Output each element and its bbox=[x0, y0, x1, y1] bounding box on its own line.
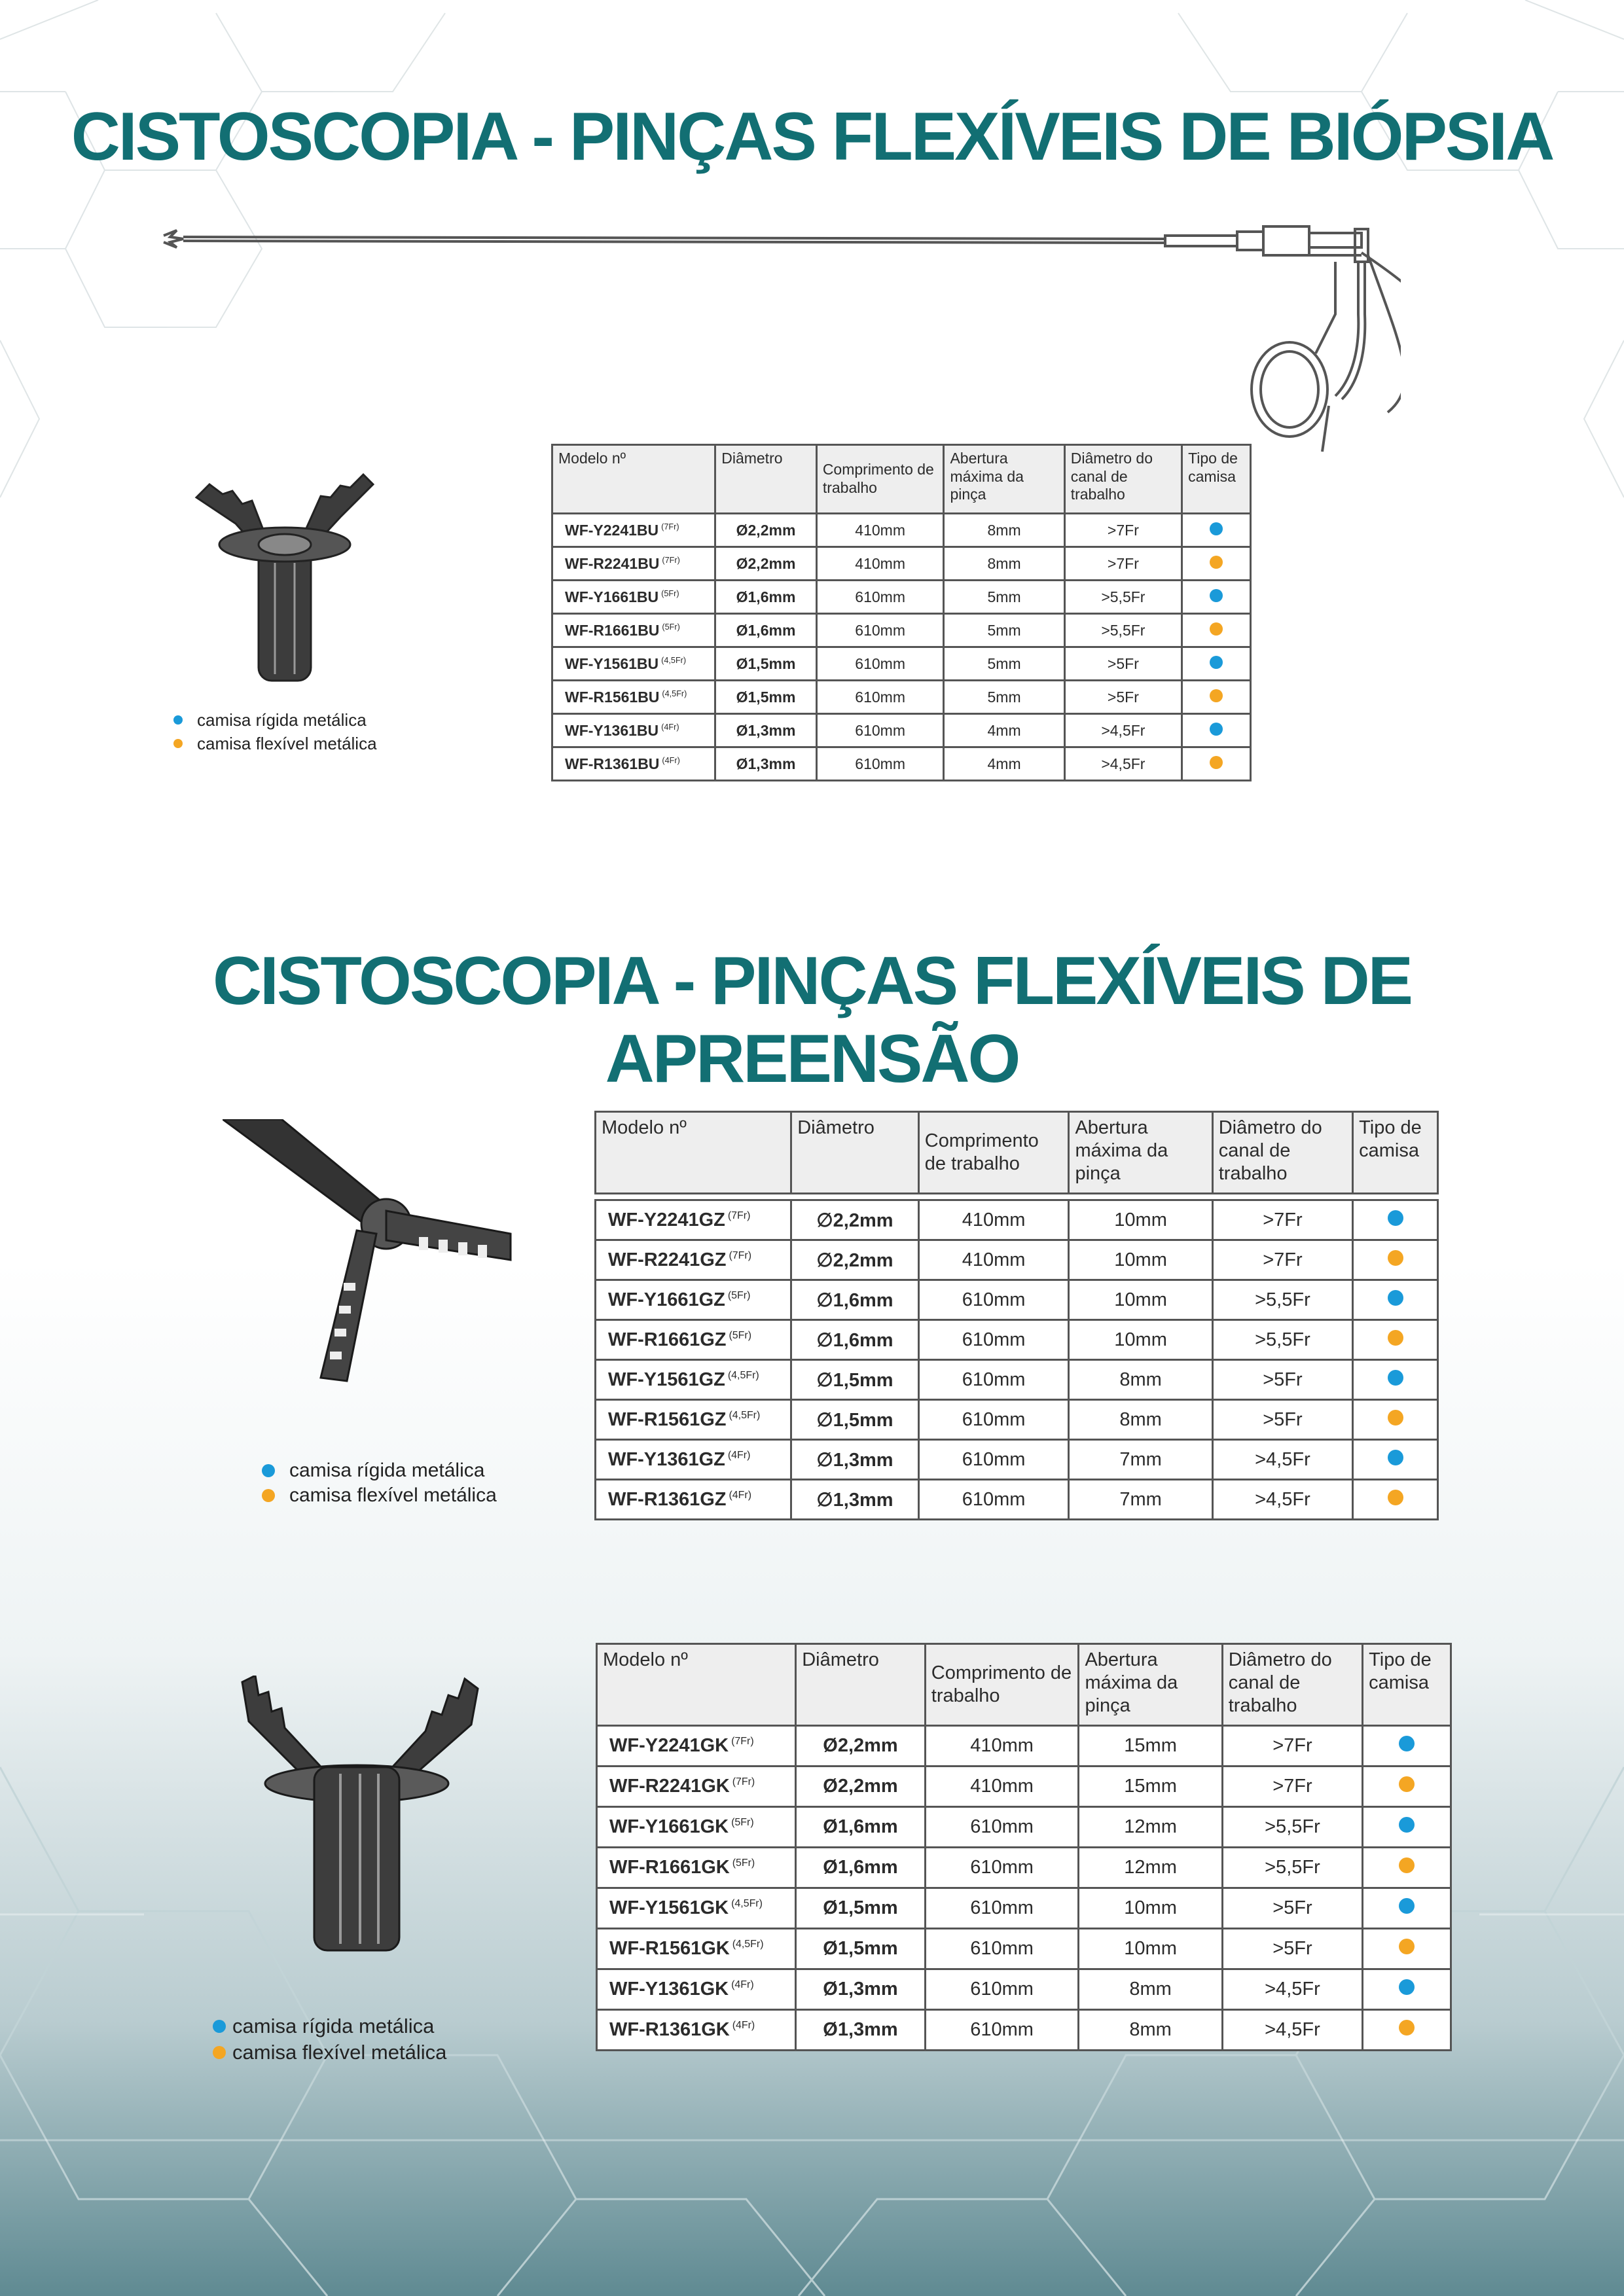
table-row bbox=[597, 1726, 1451, 1767]
diameter-cell: Ø1,3mm bbox=[715, 747, 817, 781]
legend-item-rigid bbox=[262, 1458, 497, 1483]
table-row bbox=[552, 547, 1251, 581]
model-cell bbox=[597, 2010, 796, 2051]
opening-cell: 10mm bbox=[1079, 1929, 1222, 1969]
model-cell bbox=[552, 581, 715, 614]
header-channel: Diâmetro do canal de trabalho bbox=[1222, 1644, 1362, 1726]
rigid-sheath-dot-icon bbox=[1399, 1817, 1415, 1833]
model-cell bbox=[596, 1360, 791, 1400]
flexible-dot-icon bbox=[173, 739, 183, 748]
table-row bbox=[596, 1240, 1438, 1280]
model-number: WF-Y1361GZ bbox=[608, 1448, 725, 1470]
model-cell bbox=[597, 1767, 796, 1807]
header-channel: Diâmetro do canal de trabalho bbox=[1064, 445, 1182, 514]
french-size: (4Fr) bbox=[729, 1489, 752, 1501]
diameter-cell: Ø1,5mm bbox=[715, 681, 817, 714]
sheath-cell bbox=[1353, 1480, 1438, 1520]
french-size: (4Fr) bbox=[661, 722, 679, 732]
opening-cell: 10mm bbox=[1079, 1888, 1222, 1929]
table-row bbox=[597, 2010, 1451, 2051]
length-cell: 610mm bbox=[925, 1969, 1079, 2010]
header-diameter: Diâmetro bbox=[796, 1644, 926, 1726]
channel-cell: >4,5Fr bbox=[1222, 1969, 1362, 2010]
header-opening: Abertura máxima da pinça bbox=[1079, 1644, 1222, 1726]
diameter-cell: ∅1,5mm bbox=[791, 1360, 919, 1400]
length-cell: 610mm bbox=[816, 714, 944, 747]
diameter-cell: Ø1,5mm bbox=[796, 1929, 926, 1969]
french-size: (5Fr) bbox=[661, 588, 679, 598]
table-row bbox=[596, 1280, 1438, 1320]
legend-item-flexible bbox=[213, 2039, 446, 2066]
french-size: (4,5Fr) bbox=[731, 1898, 763, 1910]
diameter-cell: Ø1,6mm bbox=[715, 581, 817, 614]
length-cell: 410mm bbox=[918, 1200, 1069, 1240]
length-cell: 410mm bbox=[816, 514, 944, 547]
header-sheath: Tipo de camisa bbox=[1363, 1644, 1451, 1726]
model-cell bbox=[552, 614, 715, 647]
opening-cell: 15mm bbox=[1079, 1726, 1222, 1767]
sheath-cell bbox=[1353, 1320, 1438, 1360]
diameter-cell: Ø1,5mm bbox=[715, 647, 817, 681]
diameter-cell: Ø1,3mm bbox=[796, 1969, 926, 2010]
table-row bbox=[597, 1848, 1451, 1888]
header-opening: Abertura máxima da pinça bbox=[1069, 1112, 1212, 1194]
length-cell: 410mm bbox=[925, 1726, 1079, 1767]
diameter-cell: Ø2,2mm bbox=[715, 514, 817, 547]
sheath-cell bbox=[1363, 1969, 1451, 2010]
diameter-cell: Ø1,5mm bbox=[796, 1888, 926, 1929]
channel-cell: >7Fr bbox=[1212, 1240, 1352, 1280]
flexible-sheath-dot-icon bbox=[1399, 1939, 1415, 1954]
length-cell: 610mm bbox=[925, 1888, 1079, 1929]
model-number: WF-R2241BU bbox=[565, 554, 660, 572]
table-row bbox=[597, 1929, 1451, 1969]
channel-cell: >5,5Fr bbox=[1222, 1807, 1362, 1848]
opening-cell: 5mm bbox=[944, 647, 1064, 681]
flexible-sheath-dot-icon bbox=[1399, 2020, 1415, 2036]
grasping-three-prong-illustration bbox=[223, 1119, 524, 1401]
french-size: (7Fr) bbox=[661, 522, 679, 531]
opening-cell: 5mm bbox=[944, 614, 1064, 647]
header-channel: Diâmetro do canal de trabalho bbox=[1212, 1112, 1352, 1194]
opening-cell: 10mm bbox=[1069, 1240, 1212, 1280]
model-cell bbox=[552, 681, 715, 714]
rigid-sheath-dot-icon bbox=[1210, 656, 1223, 669]
french-size: (7Fr) bbox=[662, 555, 680, 565]
french-size: (4,5Fr) bbox=[662, 689, 687, 698]
sheath-cell bbox=[1182, 714, 1251, 747]
diameter-cell: Ø1,6mm bbox=[715, 614, 817, 647]
diameter-cell: Ø1,3mm bbox=[715, 714, 817, 747]
model-number: WF-Y1561GK bbox=[609, 1897, 729, 1918]
channel-cell: >5,5Fr bbox=[1222, 1848, 1362, 1888]
channel-cell: >5Fr bbox=[1064, 681, 1182, 714]
sheath-cell bbox=[1363, 1726, 1451, 1767]
sheath-cell bbox=[1182, 547, 1251, 581]
opening-cell: 8mm bbox=[1069, 1360, 1212, 1400]
table-row bbox=[596, 1200, 1438, 1240]
model-number: WF-Y2241GK bbox=[609, 1735, 729, 1756]
sheath-cell bbox=[1353, 1200, 1438, 1240]
opening-cell: 7mm bbox=[1069, 1480, 1212, 1520]
header-model: Modelo nº bbox=[596, 1112, 791, 1194]
opening-cell: 4mm bbox=[944, 747, 1064, 781]
rigid-sheath-dot-icon bbox=[1399, 1736, 1415, 1751]
model-cell bbox=[596, 1240, 791, 1280]
model-cell bbox=[597, 1848, 796, 1888]
flexible-dot-icon bbox=[213, 2046, 226, 2059]
legend-section-2 bbox=[262, 1458, 497, 1508]
legend-item-rigid bbox=[173, 708, 377, 732]
flexible-sheath-dot-icon bbox=[1210, 622, 1223, 636]
model-cell bbox=[552, 514, 715, 547]
table-header-row bbox=[597, 1644, 1451, 1726]
header-sheath: Tipo de camisa bbox=[1353, 1112, 1438, 1194]
diameter-cell: ∅1,6mm bbox=[791, 1280, 919, 1320]
table-row bbox=[552, 614, 1251, 647]
flexible-sheath-dot-icon bbox=[1388, 1490, 1403, 1505]
spec-table-apreensao-gz bbox=[594, 1111, 1439, 1520]
diameter-cell: ∅1,3mm bbox=[791, 1480, 919, 1520]
french-size: (4Fr) bbox=[662, 755, 680, 765]
sheath-cell bbox=[1353, 1240, 1438, 1280]
model-number: WF-Y2241GZ bbox=[608, 1209, 725, 1230]
rigid-sheath-dot-icon bbox=[1399, 1898, 1415, 1914]
flexible-sheath-dot-icon bbox=[1210, 756, 1223, 769]
model-number: WF-Y1661GK bbox=[609, 1816, 729, 1837]
french-size: (4,5Fr) bbox=[732, 1939, 764, 1950]
legend-section-3 bbox=[213, 2013, 446, 2066]
diameter-cell: ∅2,2mm bbox=[791, 1200, 919, 1240]
header-length: Comprimento de trabalho bbox=[918, 1112, 1069, 1194]
model-number: WF-R1661GK bbox=[609, 1857, 730, 1878]
flexible-sheath-dot-icon bbox=[1399, 1776, 1415, 1792]
legend-label-rigid: camisa rígida metálica bbox=[289, 1460, 485, 1481]
legend-item-flexible bbox=[262, 1483, 497, 1508]
french-size: (4Fr) bbox=[727, 1449, 751, 1461]
sheath-cell bbox=[1182, 681, 1251, 714]
table-header-row bbox=[596, 1112, 1438, 1194]
channel-cell: >4,5Fr bbox=[1212, 1480, 1352, 1520]
table-row bbox=[552, 681, 1251, 714]
opening-cell: 4mm bbox=[944, 714, 1064, 747]
header-sheath: Tipo de camisa bbox=[1182, 445, 1251, 514]
length-cell: 610mm bbox=[816, 681, 944, 714]
legend-label-flexible: camisa flexível metálica bbox=[289, 1484, 497, 1506]
model-cell bbox=[597, 1807, 796, 1848]
table-row bbox=[596, 1360, 1438, 1400]
channel-cell: >7Fr bbox=[1222, 1767, 1362, 1807]
legend-item-flexible bbox=[173, 732, 377, 755]
model-number: WF-Y1661BU bbox=[565, 588, 659, 605]
section-title-apreensao: CISTOSCOPIA - PINÇAS FLEXÍVEIS DE APREENSÃO bbox=[212, 943, 1412, 1097]
rigid-dot-icon bbox=[262, 1464, 275, 1477]
channel-cell: >7Fr bbox=[1212, 1200, 1352, 1240]
flexible-sheath-dot-icon bbox=[1388, 1410, 1403, 1426]
opening-cell: 5mm bbox=[944, 681, 1064, 714]
sheath-cell bbox=[1363, 1767, 1451, 1807]
french-size: (4,5Fr) bbox=[661, 655, 687, 665]
opening-cell: 10mm bbox=[1069, 1200, 1212, 1240]
model-cell bbox=[597, 1929, 796, 1969]
model-cell bbox=[596, 1320, 791, 1360]
sheath-cell bbox=[1353, 1360, 1438, 1400]
diameter-cell: Ø1,3mm bbox=[796, 2010, 926, 2051]
french-size: (7Fr) bbox=[731, 1736, 754, 1748]
sheath-cell bbox=[1363, 1929, 1451, 1969]
length-cell: 610mm bbox=[816, 747, 944, 781]
diameter-cell: ∅1,6mm bbox=[791, 1320, 919, 1360]
opening-cell: 7mm bbox=[1069, 1440, 1212, 1480]
table-row bbox=[597, 1767, 1451, 1807]
length-cell: 610mm bbox=[918, 1320, 1069, 1360]
sheath-cell bbox=[1182, 514, 1251, 547]
channel-cell: >4,5Fr bbox=[1064, 747, 1182, 781]
french-size: (4Fr) bbox=[732, 2020, 755, 2032]
header-model: Modelo nº bbox=[552, 445, 715, 514]
table-row bbox=[552, 714, 1251, 747]
table-row bbox=[596, 1320, 1438, 1360]
diameter-cell: Ø1,6mm bbox=[796, 1848, 926, 1888]
diameter-cell: ∅2,2mm bbox=[791, 1240, 919, 1280]
model-cell bbox=[552, 547, 715, 581]
biopsy-forceps-instrument-illustration bbox=[157, 216, 1401, 478]
table-row bbox=[596, 1400, 1438, 1440]
opening-cell: 15mm bbox=[1079, 1767, 1222, 1807]
model-number: WF-R1361GZ bbox=[608, 1488, 727, 1510]
table-row bbox=[597, 1888, 1451, 1929]
channel-cell: >4,5Fr bbox=[1222, 2010, 1362, 2051]
sheath-cell bbox=[1182, 747, 1251, 781]
opening-cell: 8mm bbox=[1079, 2010, 1222, 2051]
model-number: WF-Y1361GK bbox=[609, 1979, 729, 2000]
legend-section-1 bbox=[173, 708, 377, 755]
french-size: (4,5Fr) bbox=[729, 1409, 761, 1421]
sheath-cell bbox=[1363, 1807, 1451, 1848]
header-model: Modelo nº bbox=[597, 1644, 796, 1726]
rigid-sheath-dot-icon bbox=[1210, 589, 1223, 602]
model-number: WF-Y1561BU bbox=[565, 655, 659, 672]
diameter-cell: Ø2,2mm bbox=[715, 547, 817, 581]
french-size: (4,5Fr) bbox=[727, 1369, 759, 1381]
sheath-cell bbox=[1363, 1848, 1451, 1888]
rigid-dot-icon bbox=[213, 2020, 226, 2033]
channel-cell: >5Fr bbox=[1064, 647, 1182, 681]
flexible-sheath-dot-icon bbox=[1399, 1857, 1415, 1873]
model-cell bbox=[597, 1969, 796, 2010]
model-number: WF-Y1361BU bbox=[565, 721, 659, 739]
french-size: (7Fr) bbox=[732, 1776, 755, 1788]
opening-cell: 5mm bbox=[944, 581, 1064, 614]
model-cell bbox=[552, 747, 715, 781]
sheath-cell bbox=[1182, 647, 1251, 681]
length-cell: 610mm bbox=[918, 1280, 1069, 1320]
model-cell bbox=[596, 1280, 791, 1320]
length-cell: 610mm bbox=[925, 2010, 1079, 2051]
rigid-sheath-dot-icon bbox=[1388, 1370, 1403, 1386]
flexible-dot-icon bbox=[262, 1489, 275, 1502]
model-number: WF-R1661BU bbox=[565, 621, 660, 639]
model-cell bbox=[597, 1726, 796, 1767]
channel-cell: >7Fr bbox=[1222, 1726, 1362, 1767]
channel-cell: >5,5Fr bbox=[1212, 1280, 1352, 1320]
french-size: (5Fr) bbox=[729, 1329, 752, 1341]
rigid-sheath-dot-icon bbox=[1388, 1290, 1403, 1306]
channel-cell: >5Fr bbox=[1212, 1400, 1352, 1440]
french-size: (5Fr) bbox=[727, 1289, 751, 1301]
length-cell: 610mm bbox=[925, 1848, 1079, 1888]
header-opening: Abertura máxima da pinça bbox=[944, 445, 1064, 514]
opening-cell: 10mm bbox=[1069, 1280, 1212, 1320]
biopsy-jaw-illustration bbox=[190, 471, 386, 687]
sheath-cell bbox=[1353, 1440, 1438, 1480]
model-cell bbox=[596, 1440, 791, 1480]
channel-cell: >7Fr bbox=[1064, 514, 1182, 547]
opening-cell: 8mm bbox=[1079, 1969, 1222, 2010]
sheath-cell bbox=[1353, 1280, 1438, 1320]
model-cell bbox=[597, 1888, 796, 1929]
length-cell: 610mm bbox=[925, 1929, 1079, 1969]
opening-cell: 8mm bbox=[1069, 1400, 1212, 1440]
model-number: WF-R2241GK bbox=[609, 1776, 730, 1797]
table-row bbox=[552, 581, 1251, 614]
sheath-cell bbox=[1182, 614, 1251, 647]
model-number: WF-R1561BU bbox=[565, 688, 660, 706]
model-cell bbox=[552, 714, 715, 747]
flexible-sheath-dot-icon bbox=[1388, 1250, 1403, 1266]
legend-label-rigid: camisa rígida metálica bbox=[197, 710, 367, 730]
length-cell: 610mm bbox=[925, 1807, 1079, 1848]
french-size: (7Fr) bbox=[729, 1249, 752, 1261]
legend-item-rigid bbox=[213, 2013, 446, 2039]
length-cell: 410mm bbox=[816, 547, 944, 581]
diameter-cell: ∅1,5mm bbox=[791, 1400, 919, 1440]
model-number: WF-R1561GK bbox=[609, 1938, 730, 1959]
length-cell: 610mm bbox=[816, 614, 944, 647]
diameter-cell: ∅1,3mm bbox=[791, 1440, 919, 1480]
opening-cell: 10mm bbox=[1069, 1320, 1212, 1360]
channel-cell: >4,5Fr bbox=[1064, 714, 1182, 747]
sheath-cell bbox=[1182, 581, 1251, 614]
model-number: WF-Y1561GZ bbox=[608, 1369, 725, 1390]
model-number: WF-R1661GZ bbox=[608, 1329, 727, 1350]
model-cell bbox=[552, 647, 715, 681]
channel-cell: >5,5Fr bbox=[1064, 581, 1182, 614]
rigid-sheath-dot-icon bbox=[1210, 723, 1223, 736]
table-row bbox=[596, 1480, 1438, 1520]
channel-cell: >5Fr bbox=[1222, 1929, 1362, 1969]
rigid-sheath-dot-icon bbox=[1388, 1450, 1403, 1465]
opening-cell: 8mm bbox=[944, 514, 1064, 547]
channel-cell: >5,5Fr bbox=[1212, 1320, 1352, 1360]
opening-cell: 8mm bbox=[944, 547, 1064, 581]
length-cell: 410mm bbox=[925, 1767, 1079, 1807]
legend-label-flexible: camisa flexível metálica bbox=[232, 2041, 447, 2064]
channel-cell: >5,5Fr bbox=[1064, 614, 1182, 647]
model-number: WF-R1361BU bbox=[565, 755, 660, 772]
table-spacer-row bbox=[596, 1194, 1438, 1200]
model-cell bbox=[596, 1400, 791, 1440]
length-cell: 610mm bbox=[918, 1440, 1069, 1480]
diameter-cell: Ø2,2mm bbox=[796, 1767, 926, 1807]
model-cell bbox=[596, 1200, 791, 1240]
header-diameter: Diâmetro bbox=[715, 445, 817, 514]
sheath-cell bbox=[1353, 1400, 1438, 1440]
legend-label-rigid: camisa rígida metálica bbox=[232, 2015, 435, 2037]
model-number: WF-R1361GK bbox=[609, 2019, 730, 2040]
channel-cell: >7Fr bbox=[1064, 547, 1182, 581]
model-cell bbox=[596, 1480, 791, 1520]
rigid-sheath-dot-icon bbox=[1388, 1210, 1403, 1226]
length-cell: 610mm bbox=[918, 1480, 1069, 1520]
table-row bbox=[552, 647, 1251, 681]
french-size: (5Fr) bbox=[662, 622, 680, 632]
table-row bbox=[552, 747, 1251, 781]
length-cell: 610mm bbox=[816, 647, 944, 681]
header-diameter: Diâmetro bbox=[791, 1112, 919, 1194]
table-row bbox=[597, 1807, 1451, 1848]
channel-cell: >5Fr bbox=[1212, 1360, 1352, 1400]
sheath-cell bbox=[1363, 1888, 1451, 1929]
rigid-sheath-dot-icon bbox=[1210, 522, 1223, 535]
french-size: (7Fr) bbox=[727, 1210, 751, 1221]
length-cell: 410mm bbox=[918, 1240, 1069, 1280]
legend-label-flexible: camisa flexível metálica bbox=[197, 734, 377, 753]
diameter-cell: Ø1,6mm bbox=[796, 1807, 926, 1848]
diameter-cell: Ø2,2mm bbox=[796, 1726, 926, 1767]
flexible-sheath-dot-icon bbox=[1210, 689, 1223, 702]
model-number: WF-R1561GZ bbox=[608, 1408, 727, 1430]
opening-cell: 12mm bbox=[1079, 1848, 1222, 1888]
length-cell: 610mm bbox=[918, 1400, 1069, 1440]
length-cell: 610mm bbox=[816, 581, 944, 614]
rigid-dot-icon bbox=[173, 715, 183, 725]
model-number: WF-Y2241BU bbox=[565, 521, 659, 539]
channel-cell: >4,5Fr bbox=[1212, 1440, 1352, 1480]
table-row bbox=[596, 1440, 1438, 1480]
rigid-sheath-dot-icon bbox=[1399, 1979, 1415, 1995]
spec-table-biopsia bbox=[551, 444, 1252, 781]
french-size: (5Fr) bbox=[732, 1857, 755, 1869]
opening-cell: 12mm bbox=[1079, 1807, 1222, 1848]
table-row bbox=[597, 1969, 1451, 2010]
sheath-cell bbox=[1363, 2010, 1451, 2051]
table-header-row bbox=[552, 445, 1251, 514]
flexible-sheath-dot-icon bbox=[1388, 1330, 1403, 1346]
model-number: WF-Y1661GZ bbox=[608, 1289, 725, 1310]
spec-table-apreensao-gk bbox=[596, 1643, 1452, 2051]
model-number: WF-R2241GZ bbox=[608, 1249, 727, 1270]
section-title-biopsia: CISTOSCOPIA - PINÇAS FLEXÍVEIS DE BIÓPSIA bbox=[71, 99, 1553, 175]
channel-cell: >5Fr bbox=[1222, 1888, 1362, 1929]
flexible-sheath-dot-icon bbox=[1210, 556, 1223, 569]
grasping-two-jaw-illustration bbox=[229, 1676, 491, 1964]
length-cell: 610mm bbox=[918, 1360, 1069, 1400]
table-row bbox=[552, 514, 1251, 547]
header-length: Comprimento de trabalho bbox=[816, 445, 944, 514]
header-length: Comprimento de trabalho bbox=[925, 1644, 1079, 1726]
french-size: (5Fr) bbox=[731, 1817, 754, 1829]
french-size: (4Fr) bbox=[731, 1979, 754, 1991]
